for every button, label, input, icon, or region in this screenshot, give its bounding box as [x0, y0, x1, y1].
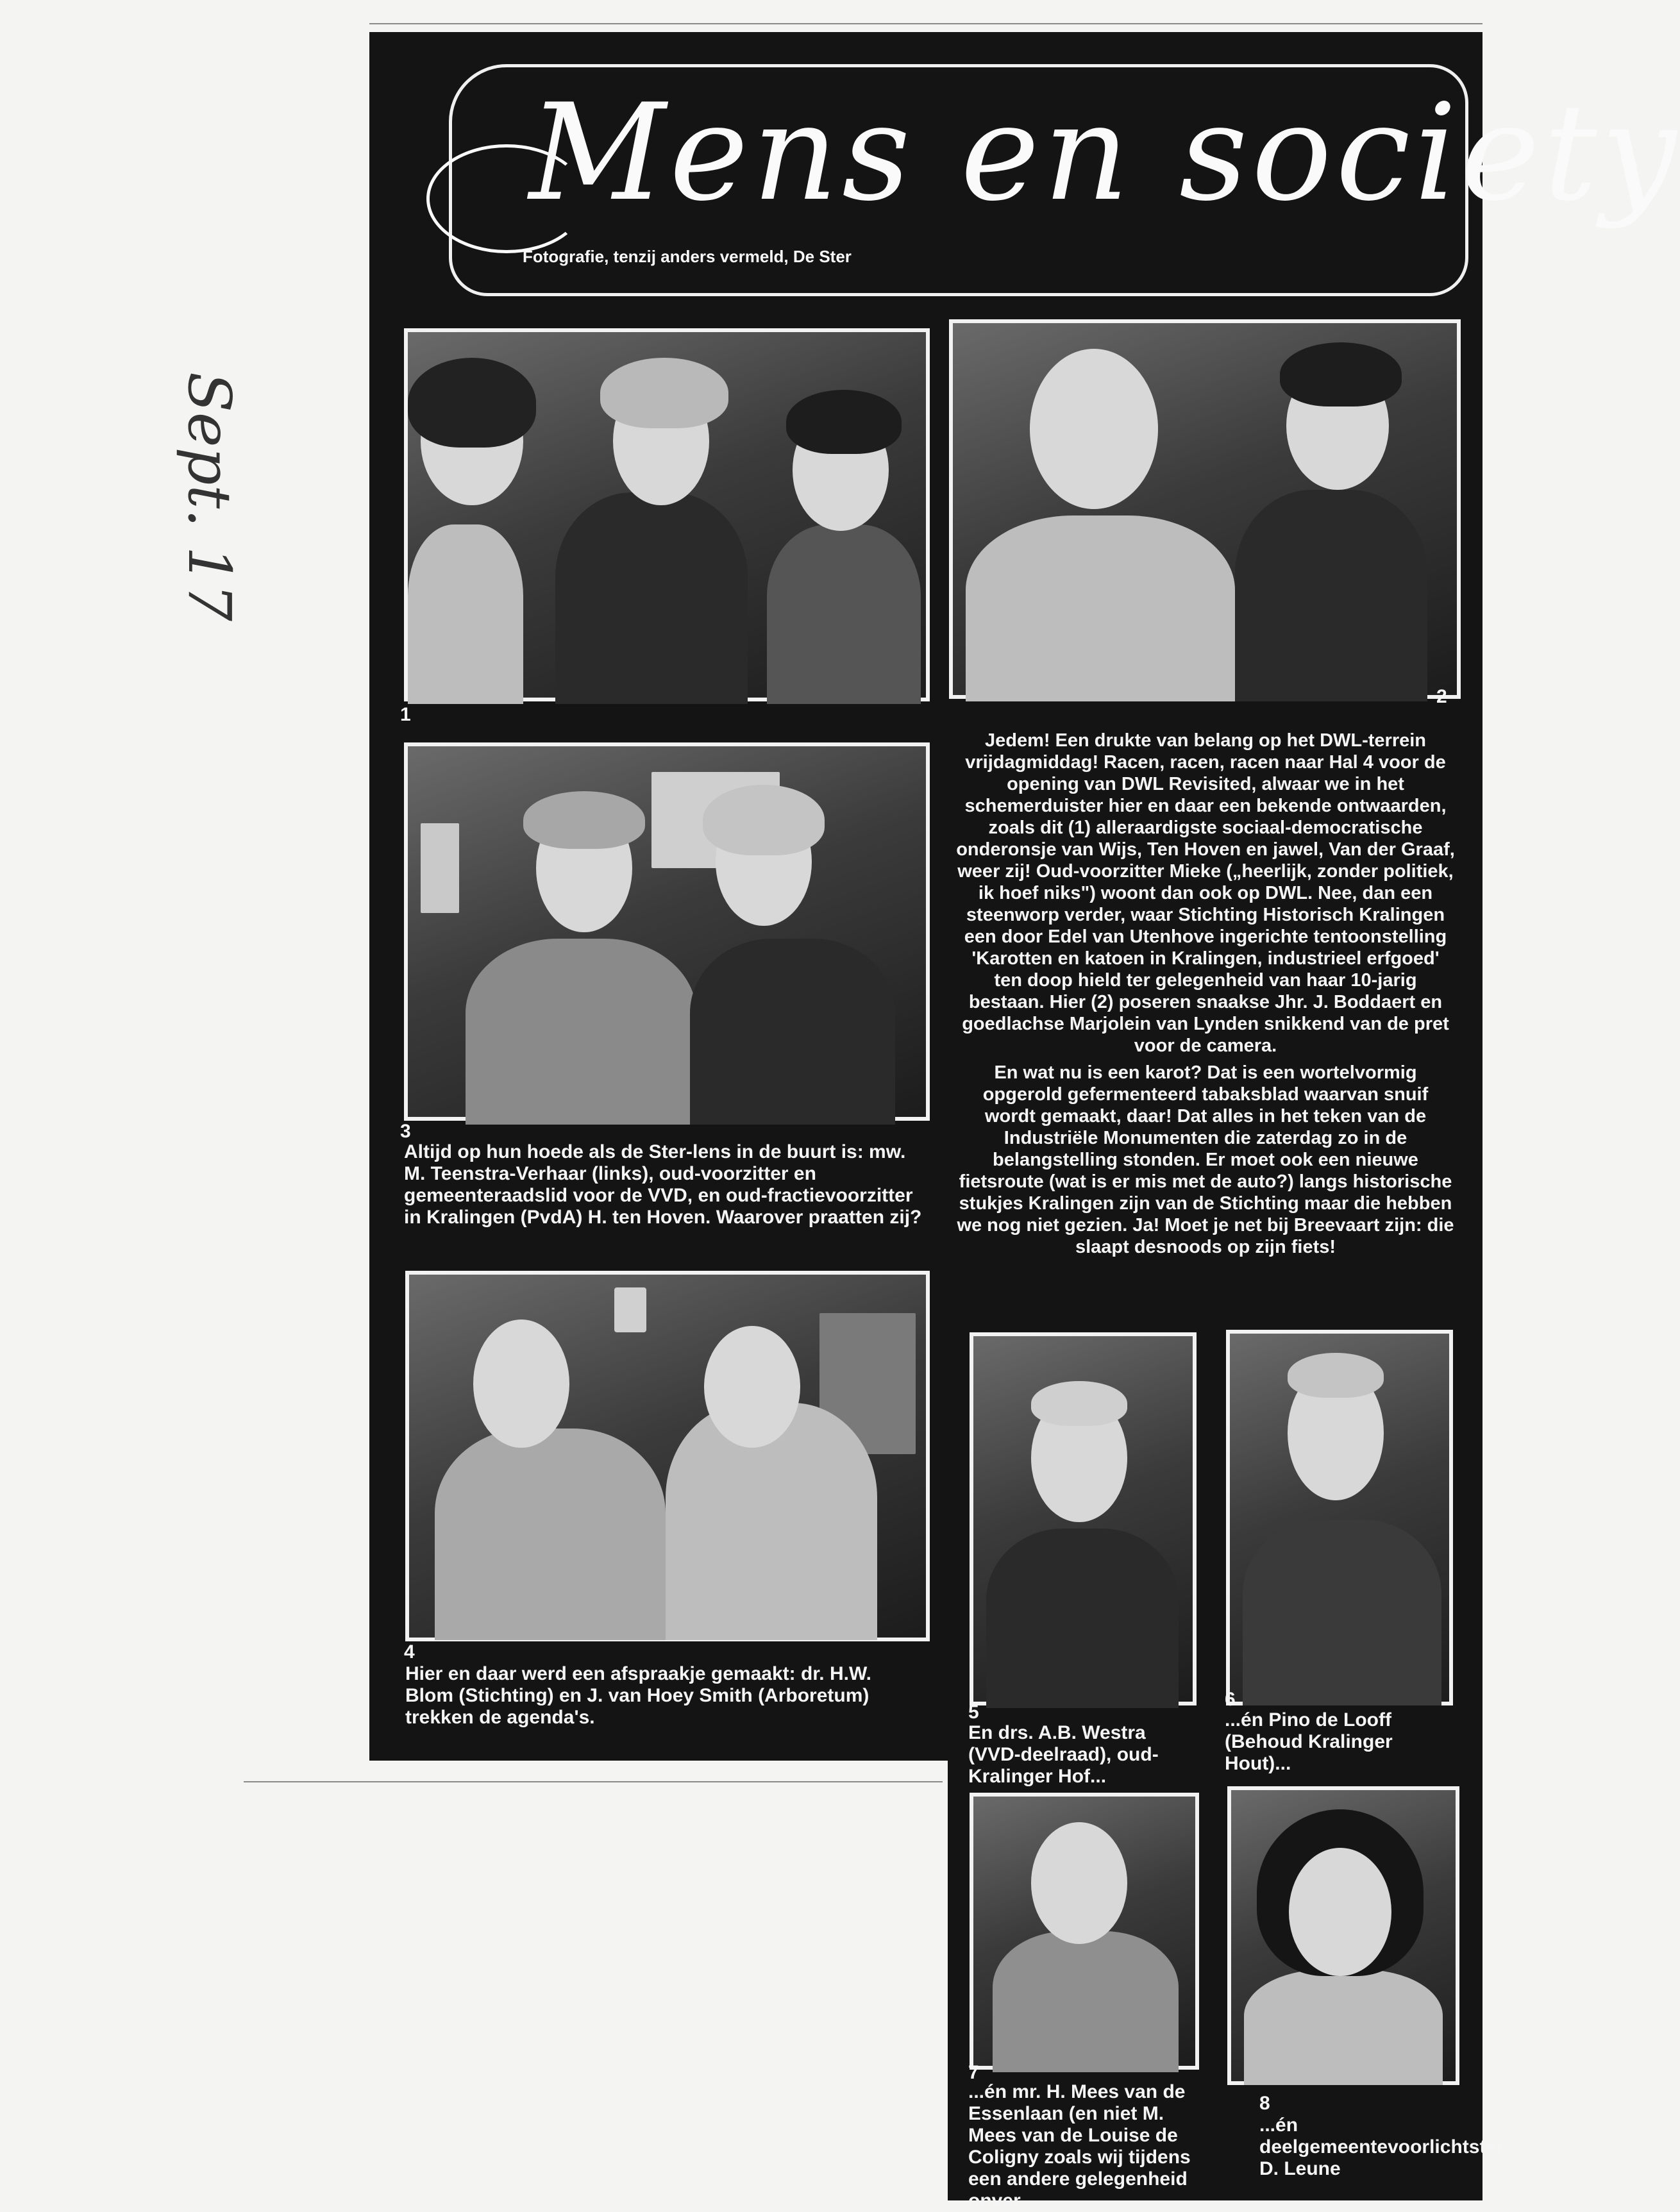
photo-8-caption: ...én deelgemeentevoorlichtster D. Leune	[1259, 2115, 1504, 2179]
photo-3-caption: Altijd op hun hoede als de Ster-lens in de buurt is: mw. M. Teenstra-Verhaar (links), oud-voorzitter en gemeenteraadslid voor de VVD, en oud-fractievoorzitter in Kralingen (PvdA) H. ten Hoven. Waarover praatten zij?	[404, 1141, 922, 1228]
article-paragraph-1: Jedem! Een drukte van belang op het DWL-terrein vrijdagmiddag! Racen, racen, racen naar Hal 4 voor de opening van DWL Revisited, alwaar we in het schemerduister hier en daar een bekende ontwaarden, zoals dit (1) alleraardigste sociaal-democratische onderonsje van Wijs, Ten Hoven en jawel, Van der Graaf, weer zij! Oud-voorzitter Mieke („heerlijk, zonder politiek, ik hoef niks") woont dan ook op DWL. Nee, dan een steenworp verder, waar Stichting Historisch Kralingen een door Edel van Utenhove ingerichte tentoonstelling 'Karotten en katoen in Kralingen, industrieel erfgoed' ten doop hield ter gelegenheid van haar 10-jarig bestaan. Hier (2) poseren snaakse Jhr. J. Boddaert en goedlachse Marjolein van Lynden snikkend van de pret voor de camera.	[956, 730, 1455, 1056]
photo-1-number: 1	[400, 704, 411, 725]
photo-4-number: 4	[404, 1641, 415, 1663]
masthead-title: Mens en society	[529, 76, 1680, 231]
photo-7	[970, 1793, 1199, 2070]
photo-3-number: 3	[400, 1121, 411, 1142]
photo-7-caption: ...én mr. H. Mees van de Essenlaan (en niet M. Mees van de Louise de Coligny zoals wij tijdens een andere gelegenheid onver-	[968, 2081, 1191, 2211]
photo-4-caption: Hier en daar werd een afspraakje gemaakt: dr. H.W. Blom (Stichting) en J. van Hoey Smith (Arboretum) trekken de agenda's.	[405, 1663, 871, 1728]
photo-6-number: 6	[1225, 1689, 1236, 1710]
photo-6	[1226, 1330, 1453, 1705]
photo-2-number: 2	[1436, 686, 1447, 707]
photo-2	[949, 319, 1461, 699]
article-body	[955, 730, 1456, 1263]
photo-8-number: 8	[1259, 2093, 1270, 2114]
photo-3	[404, 742, 930, 1121]
handwritten-note: Sept. 17	[175, 372, 244, 621]
masthead	[449, 64, 1680, 296]
photo-7-number: 7	[968, 2062, 979, 2083]
photo-8	[1227, 1786, 1459, 2085]
photo-5-number: 5	[968, 1702, 979, 1723]
scan-edge-top	[369, 23, 1483, 24]
photo-4	[405, 1271, 930, 1641]
photo-5	[970, 1332, 1197, 1705]
photo-credit: Fotografie, tenzij anders vermeld, De Ster	[523, 247, 852, 266]
scan-edge-mid	[244, 1781, 943, 1782]
photo-5-caption: En drs. A.B. Westra (VVD-deelraad), oud-Kralinger Hof...	[968, 1722, 1159, 1787]
article-paragraph-2: En wat nu is een karot? Dat is een wortelvormig opgerold gefermenteerd tabaksblad waarvan snuif wordt gemaakt, daar! Dat alles in het teken van de Industriële Monumenten die zaterdag zo in de belangstelling stonden. Er moet ook een nieuwe fietsroute (wat is er mis met de auto?) langs historische stukjes Kralingen zijn van de Stichting maar die hebben we nog niet gezien. Ja! Moet je net bij Breevaart zijn: die slaapt desnoods op zijn fiets!	[957, 1062, 1454, 1257]
photo-1	[404, 328, 930, 701]
photo-6-caption: ...én Pino de Looff (Behoud Kralinger Hout)...	[1225, 1709, 1393, 1774]
